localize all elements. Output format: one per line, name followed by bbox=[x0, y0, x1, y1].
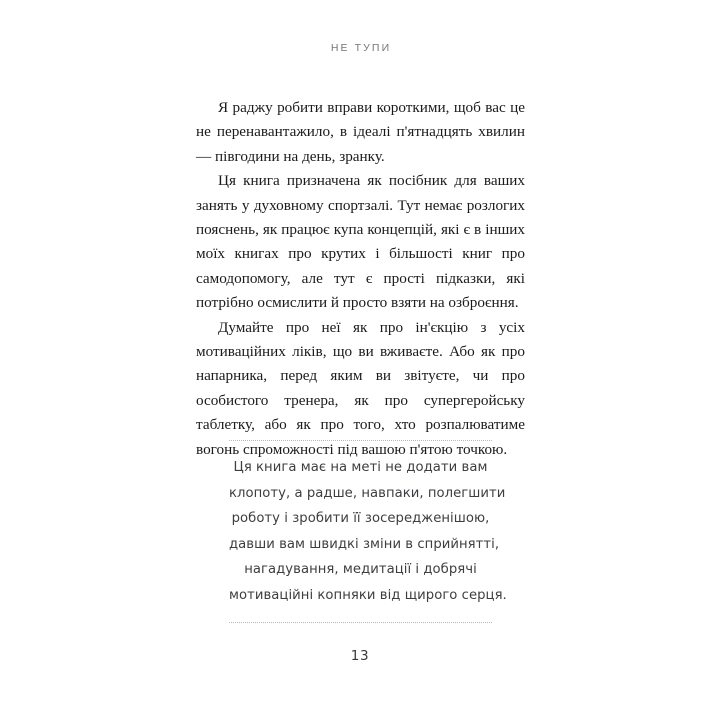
quote-line: роботу і зробити її зосередженішою, bbox=[231, 511, 490, 527]
quote-bottom-rule bbox=[229, 622, 492, 623]
pull-quote bbox=[229, 440, 507, 623]
body-paragraph: Ця книга призначена як посібник для ваших занять у духовному спортзалі. Тут немає розлогих пояснень, як працює купа концепцій, які є в інших моїх книгах про крутих і більшості книг про самодопомогу, але тут є прості підказки, які потрібно осмислити й просто взяти на озброєння. bbox=[196, 172, 525, 312]
quote-line: давши вам швидкі зміни в сприйнятті, bbox=[229, 536, 500, 552]
body-text-column bbox=[196, 96, 525, 462]
quote-text bbox=[229, 441, 507, 622]
quote-line: мотиваційні копняки від щирого серця. bbox=[229, 587, 507, 603]
running-head: НЕ ТУПИ bbox=[330, 42, 392, 54]
body-paragraph: Я раджу робити вправи короткими, щоб вас це не перенавантажило, в ідеалі п'ятнадцять хвилин — півгодини на день, зранку. bbox=[196, 99, 525, 165]
quote-line: Ця книга має на меті не додати вам bbox=[233, 460, 488, 475]
quote-line: нагадування, медитації і добрячі bbox=[244, 562, 477, 578]
quote-line: клопоту, а радше, навпаки, полегшити bbox=[229, 485, 506, 501]
body-paragraph: Думайте про неї як про ін'єкцію з усіх мотиваційних ліків, що ви вживаєте. Або як про напарника, перед яким ви звітуєте, чи про особистого тренера, як про супергеройську таблетку, або як про того, хто розпалюватиме вогонь спроможності під вашою п'ятою точкою. bbox=[196, 318, 525, 458]
page-number: 13 bbox=[350, 648, 370, 664]
